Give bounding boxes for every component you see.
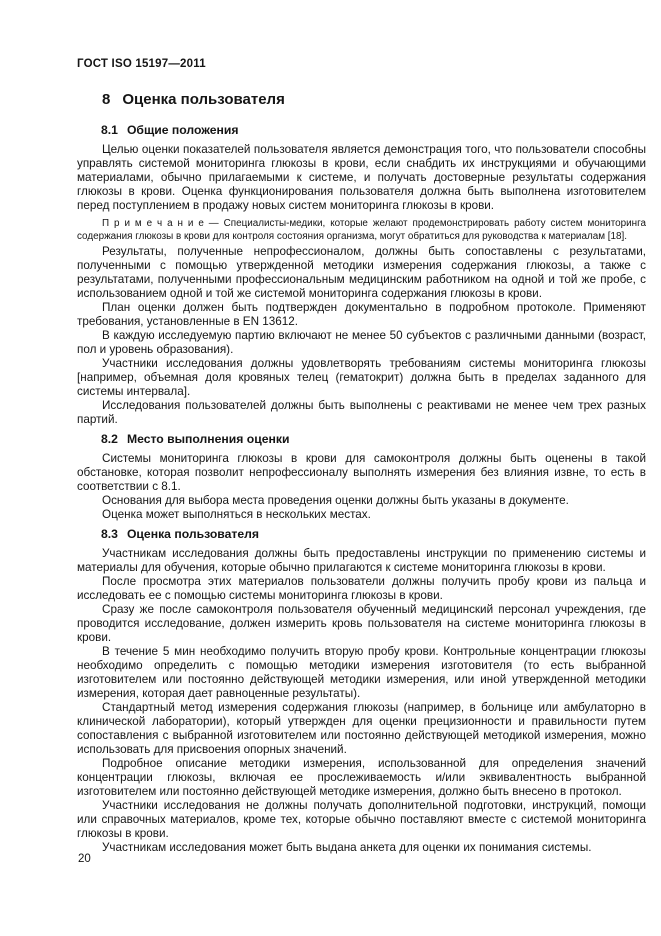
subsection-number: 8.1 [101,123,118,137]
paragraph: Основания для выбора места проведения оценки должны быть указаны в документе. [102,494,569,507]
subsection-title: Оценка пользователя [126,527,259,541]
paragraph: Оценка может выполняться в нескольких местах. [102,508,371,521]
paragraph: Стандартный метод измерения содержания глюкозы (например, в больнице или амбулаторно в клинической лаборатории), который утвержден для оценки прецизионности и правильности путем сопоставления с выбранной изготовителем или постоянно действующей методикой измерения, можно использовать для присвоения опорных значений. [77,701,646,756]
paragraph: Результаты, полученные непрофессионалом, должны быть сопоставлены с результатами, полученными с помощью утвержденной методики измерения содержания глюкозы, а также с результатами, полученными профессиональным медицинским работником на одной и той же пробе, с использованием одной и той же системой мониторинга содержания глюкозы в крови. [77,245,646,300]
paragraph: Системы мониторинга глюкозы в крови для самоконтроля должны быть оценены в такой обстановке, которая позволит непрофессионалу выполнять измерения без влияния извне, то есть в соответствии с 8.1. [77,452,646,493]
page-number: 20 [78,853,91,865]
subsection-number: 8.2 [101,432,118,446]
paragraph: В каждую исследуемую партию включают не менее 50 субъектов с различными данными (возраст, пол и уровень образования). [77,329,646,356]
running-header: ГОСТ ISO 15197—2011 [77,58,206,70]
section-number: 8 [102,91,111,108]
paragraph: План оценки должен быть подтвержден документально в подробном протоколе. Применяют требования, установленные в EN 13612. [77,301,646,328]
paragraph: Подробное описание методики измерения, использованной для определения значений концентрации глюкозы, включая ее прослеживаемость и/или эквивалентность выбранной изготовителем или постоянно действующей методике измерения, должно быть внесено в протокол. [77,757,646,798]
section-title: Оценка пользователя [122,91,285,108]
paragraph: Исследования пользователей должны быть выполнены с реактивами не менее чем трех разных партий. [77,399,646,426]
subsection-number: 8.3 [101,527,118,541]
paragraph: Целью оценки показателей пользователя является демонстрация того, что пользователи способны управлять системой мониторинга глюкозы в крови, если снабдить их инструкциями и обучающими материалами, обычно прилагаемыми к системе, и получать достоверные результаты содержания глюкозы в крови. Оценка функционирования пользователя должна быть выполнена изготовителем перед поступлением в продажу новых систем мониторинга глюкозы в крови. [77,143,646,212]
note-paragraph: П р и м е ч а н и е — Специалисты-медики, которые желают продемонстрировать работу систем мониторинга содержания глюкозы в крови для контроля состояния организма, могут обратиться для руководства к материалам [18]. [77,218,646,242]
paragraph: Сразу же после самоконтроля пользователя обученный медицинский персонал учреждения, где проводится исследование, должен измерить кровь пользователя на системе мониторинга глюкозы в крови. [77,603,646,644]
subsection-title: Общие положения [126,123,239,137]
paragraph: Участники исследования должны удовлетворять требованиям системы мониторинга глюкозы [например, объемная доля кровяных телец (гематокрит) должна быть в пределах заданного для системы интервала]. [77,357,646,398]
paragraph: Участникам исследования может быть выдана анкета для оценки их понимания системы. [102,841,592,854]
paragraph: После просмотра этих материалов пользователи должны получить пробу крови из пальца и исследовать ее с помощью системы мониторинга глюкозы в крови. [77,575,646,602]
subsection-heading-8-2 [101,432,646,447]
subsection-heading-8-3 [101,527,646,542]
paragraph: Участникам исследования должны быть предоставлены инструкции по применению системы и материалы для обучения, которые обычно прилагаются к системе мониторинга глюкозы в крови. [77,547,646,574]
subsection-title: Место выполнения оценки [126,432,290,446]
subsection-heading-8-1 [101,123,646,138]
section-heading [102,91,646,118]
paragraph: Участники исследования не должны получать дополнительной подготовки, инструкций, помощи или справочных материалов, кроме тех, которые обычно поставляют вместе с системой мониторинга глюкозы в крови. [77,799,646,840]
paragraph: В течение 5 мин необходимо получить вторую пробу крови. Контрольные концентрации глюкозы необходимо определить с помощью методики измерения изготовителя (то есть выбранной изготовителем или постоянно действующей методики измерения, или иной утвержденной методики измерения, которая дает равноценные результаты). [77,645,646,700]
